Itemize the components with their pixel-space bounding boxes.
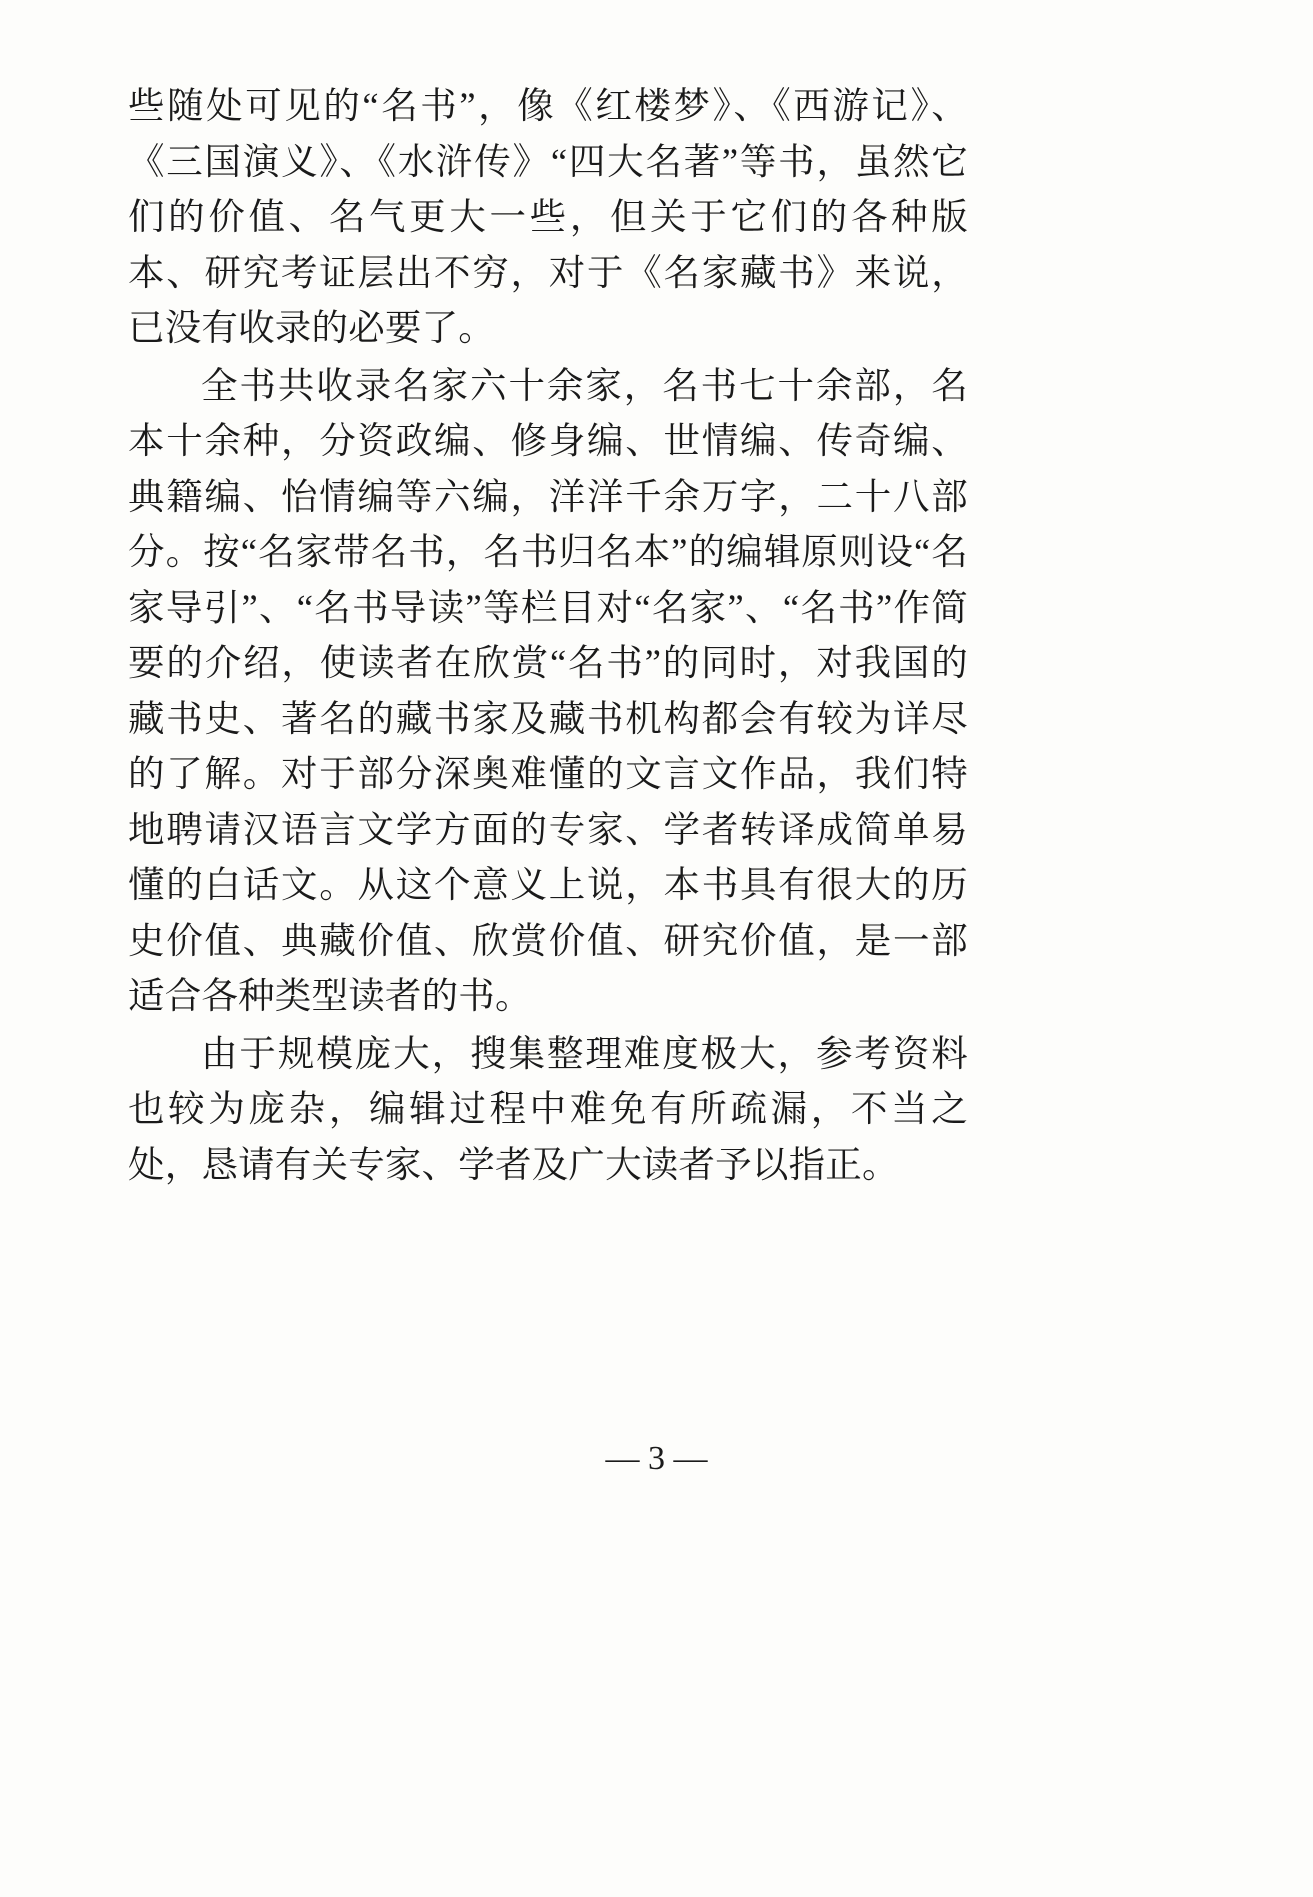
page-number: — 3 — [605,1440,708,1477]
page-body [128,78,968,1192]
paragraph-2: 全书共收录名家六十余家，名书七十余部，名本十余种，分资政编、修身编、世情编、传奇编、典籍编、怡情编等六编，洋洋千余万字，二十八部分。按“名家带名书，名书归名本”的编辑原则设“名家导引”、“名书导读”等栏目对“名家”、“名书”作简要的介绍，使读者在欣赏“名书”的同时，对我国的藏书史、著名的藏书家及藏书机构都会有较为详尽的了解。对于部分深奥难懂的文言文作品，我们特地聘请汉语言文学方面的专家、学者转译成简单易懂的白话文。从这个意义上说，本书具有很大的历史价值、典藏价值、欣赏价值、研究价值，是一部适合各种类型读者的书。 [128,364,968,1016]
page-footer [0,1440,1313,1478]
paragraph-3: 由于规模庞大，搜集整理难度极大，参考资料也较为庞杂，编辑过程中难免有所疏漏，不当之处，恳请有关专家、学者及广大读者予以指正。 [128,1032,968,1185]
paragraph-1: 些随处可见的“名书”，像《红楼梦》、《西游记》、《三国演义》、《水浒传》“四大名著”等书，虽然它们的价值、名气更大一些，但关于它们的各种版本、研究考证层出不穷，对于《名家藏书》来说，已没有收录的必要了。 [128,85,968,348]
